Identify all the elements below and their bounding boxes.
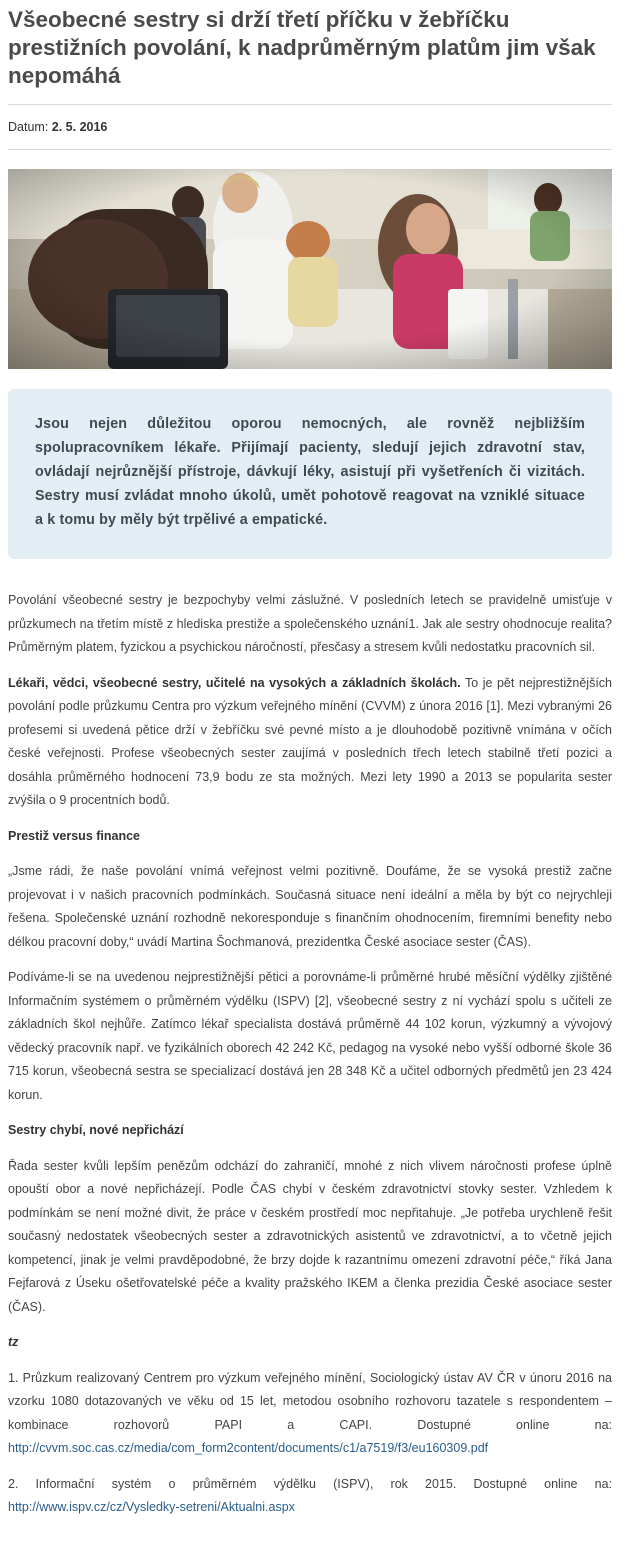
footnote-1-link[interactable]: http://cvvm.soc.cas.cz/media/com_form2content/documents/c1/a7519/f3/eu160309.pdf [8,1441,489,1455]
paragraph-2-bold-lead: Lékaři, vědci, všeobecné sestry, učitelé na vysokých a základních školách. [8,675,461,690]
paragraph-4: Podíváme-li se na uvedenou nejprestižnější pětici a porovnáme-li průměrné hrubé měsíční výdělky zjištěné Informačním systémem o průměrném výdělku (ISPV) [2], všeobecné sestry z ní vychází spolu s učiteli ze základních škol nejhůře. Zatímco lékař specialista dostává průměrně 44 102 korun, výzkumný a vývojový vědecký pracovník např. ve fyzikálních oborech 42 242 Kč, pedagog na vysoké nebo vyšší odborné škole 36 715 korun, všeobecná sestra se specializací dostává jen 28 348 Kč a učitel odborných předmětů jen 23 424 korun. [8,970,612,1102]
article [8,0,612,1514]
lead-text: Jsou nejen důležitou oporou nemocných, ale rovněž nejbližším spolupracovníkem lékaře. Přijímají pacienty, sledují jejich zdravotní stav, ovládají nejrůznější přístroje, dávkují léky, asistují při vyšetřeních či vizitách. Sestry musí zvládat mnoho úkolů, umět pohotově reagovat na vzniklé situace a k tomu by měly být trpělivé a empatické. [35,416,585,528]
section-heading-prestige: Prestiž versus finance [8,828,141,843]
article-body [8,589,612,1532]
date-divider [8,149,612,150]
footnote-2 [8,1473,612,1520]
paragraph-2 [8,672,612,813]
title-divider [8,104,612,105]
date-label: Datum: [8,120,49,134]
paragraph-2-text: To je pět nejprestižnějších povolání podle průzkumu Centra pro výzkum veřejného mínění (CVVM) z února 2016 [1]. Mezi vybranými 26 profesemi si uvedená pětice drží v žebříčku své pevné místo a je dlouhodobě pozitivně vnímána v očích české veřejnosti. Profese všeobecných sester zaujímá v posledních třech letech stabilně třetí pozici a dosáhla průměrného hodnocení 73,9 bodu ze sta možných. Mezi lety 1990 a 2013 se popularita sester zvýšila o 9 procentních bodů. [8,675,612,807]
author-signature: tz [8,1335,19,1349]
paragraph-1: Povolání všeobecné sestry je bezpochyby velmi záslužné. V posledních letech se pravidelně umisťuje v průzkumech na třetím místě z hlediska prestiže a společenského uznání1. Jak ale sestry ohodnocuje realita? Průměrným platem, fyzickou a psychickou náročností, přesčasy a stresem kvůli nedostatku pracovních sil. [8,593,612,654]
footnote-1 [8,1367,612,1461]
footnote-2-link[interactable]: http://www.ispv.cz/cz/Vysledky-setreni/Aktualni.aspx [8,1500,295,1514]
paragraph-3: „Jsme rádi, že naše povolání vnímá veřejnost velmi pozitivně. Doufáme, že se vysoká prestiž začne projevovat i v našich pracovních podmínkách. Současná situace není ideální a měla by být co nejrychleji řešena. Společenské uznání rozhodně nekoresponduje s finančním ohodnocením, firemními benefity nebo délkou pracovní doby,“ uvádí Martina Šochmanová, prezidentka České asociace sester (ČAS). [8,864,612,949]
nurses-training-photo [8,169,612,369]
section-heading-shortage: Sestry chybí, nové nepřichází [8,1123,184,1137]
paragraph-5: Řada sester kvůli lepším penězům odchází do zahraničí, mnohé z nich vlivem náročnosti profese úplně opouští obor a nové nepřicházejí. Podle ČAS chybí v českém zdravotnictví stovky sester. Vzhledem k podmínkám se není možné divit, že práce v českém prostředí moc nepřitahuje. „Je potřeba urychleně řešit současný nedostatek všeobecných sester a zdravotnických asistentů ve zdravotnictví, a to včetně jejich kompetencí, jinak je velmi pravděpodobné, že brzy dojde k razantnímu omezení zdravotní péče,“ říká Jana Fejfarová z Úseku ošetřovatelské péče a kvality pražského IKEM a členka prezidia České asociace sester (ČAS). [8,1158,612,1314]
footnote-1-text: 1. Průzkum realizovaný Centrem pro výzkum veřejného mínění, Sociologický ústav AV ČR v únoru 2016 na vzorku 1080 dotazovaných ve věku od 15 let, metodou osobního rozhovoru tazatele s respondentem – kombinace rozhovorů PAPI a CAPI. Dostupné online na: [8,1370,612,1432]
date-value: 2. 5. 2016 [51,120,108,134]
lead-box [8,389,612,559]
article-photo [8,169,612,369]
date-row [8,119,107,135]
article-title: Všeobecné sestry si drží třetí příčku v žebříčku prestižních povolání, k nadprůměrným platům jim však nepomáhá [8,7,596,88]
footnote-2-text: 2. Informační systém o průměrném výdělku (ISPV), rok 2015. Dostupné online na: [8,1476,612,1491]
